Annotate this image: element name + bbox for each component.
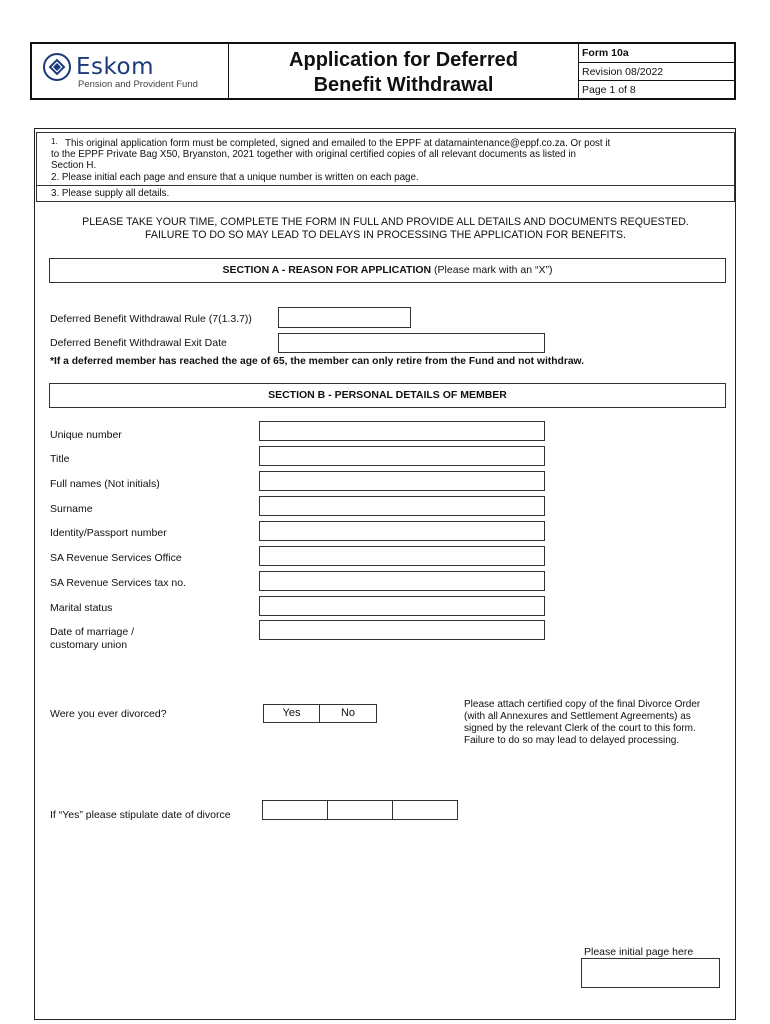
marital-status-label: Marital status	[50, 602, 113, 614]
title-line-2: Benefit Withdrawal	[313, 74, 494, 96]
no-option[interactable]: No	[319, 704, 377, 723]
unique-number-field[interactable]	[259, 421, 545, 441]
marriage-date-field[interactable]	[259, 620, 545, 640]
identity-field[interactable]	[259, 521, 545, 541]
eskom-logo-icon	[42, 52, 72, 82]
logo-subtitle: Pension and Provident Fund	[78, 79, 198, 90]
sars-tax-label: SA Revenue Services tax no.	[50, 577, 186, 589]
instruction-2: 2. Please initial each page and ensure that a unique number is written on each page.	[51, 172, 419, 183]
instruction-1-line-3: Section H.	[51, 160, 97, 171]
full-names-label: Full names (Not initials)	[50, 478, 160, 490]
warning-line-1: PLEASE TAKE YOUR TIME, COMPLETE THE FORM IN FULL AND PROVIDE ALL DETAILS AND DOCUMENTS REQUESTED.	[82, 216, 689, 228]
identity-label: Identity/Passport number	[50, 527, 167, 539]
rule-label: Deferred Benefit Withdrawal Rule (7(1.3.7))	[50, 313, 252, 325]
sars-office-label: SA Revenue Services Office	[50, 552, 182, 564]
exit-date-field[interactable]	[278, 333, 545, 353]
instruction-1-number: 1.	[51, 137, 58, 146]
instructions-box	[36, 132, 735, 202]
exit-date-label: Deferred Benefit Withdrawal Exit Date	[50, 337, 227, 349]
title-line-1: Application for Deferred	[289, 49, 518, 71]
section-a-hint: (Please mark with an “X”)	[431, 264, 553, 276]
divorced-label: Were you ever divorced?	[50, 708, 167, 720]
surname-field[interactable]	[259, 496, 545, 516]
section-b-title: SECTION B - PERSONAL DETAILS OF MEMBER	[268, 389, 507, 401]
marriage-date-label-1: Date of marriage /	[50, 626, 135, 638]
sars-office-field[interactable]	[259, 546, 545, 566]
page-number: Page 1 of 8	[582, 84, 636, 96]
sars-tax-field[interactable]	[259, 571, 545, 591]
unique-number-label: Unique number	[50, 429, 122, 441]
yes-option[interactable]: Yes	[263, 704, 320, 723]
age-note: *If a deferred member has reached the age of 65, the member can only retire from the Fund and not withdraw.	[50, 356, 585, 367]
revision: Revision 08/2022	[582, 66, 664, 78]
full-names-field[interactable]	[259, 471, 545, 491]
instruction-3: 3. Please supply all details.	[51, 188, 170, 199]
marital-status-field[interactable]	[259, 596, 545, 616]
form-header	[30, 42, 736, 100]
form-number: Form 10a	[582, 47, 629, 59]
divorce-date-month[interactable]	[327, 800, 393, 820]
marriage-date-label-2: customary union	[50, 639, 128, 651]
logo-name: Eskom	[76, 54, 154, 80]
section-a-title: SECTION A - REASON FOR APPLICATION	[222, 264, 432, 276]
divorce-note: Please attach certified copy of the final Divorce Order (with all Annexures and Settlement Agreements) as signed by the relevant Clerk of the court to this form. Failure to do so may lead to delayed processing.	[464, 699, 701, 746]
section-b-header	[49, 383, 726, 408]
warning-line-2: FAILURE TO DO SO MAY LEAD TO DELAYS IN PROCESSING THE APPLICATION FOR BENEFITS.	[145, 229, 626, 241]
rule-checkbox-field[interactable]	[278, 307, 411, 328]
page-title	[229, 48, 578, 98]
instruction-1-line-2: to the EPPF Private Bag X50, Bryanston, 2021 together with original certified copies of all relevant documents as listed in	[51, 149, 576, 160]
divorce-date-day[interactable]	[262, 800, 328, 820]
instruction-1-line-1: This original application form must be completed, signed and emailed to the EPPF at datamaintenance@eppf.co.za. Or post it	[65, 138, 611, 149]
divorce-date-year[interactable]	[392, 800, 458, 820]
initial-label: Please initial page here	[584, 946, 694, 958]
surname-label: Surname	[50, 503, 93, 515]
initial-field[interactable]	[581, 958, 720, 988]
divorce-date-label: If “Yes” please stipulate date of divorce	[50, 809, 231, 821]
section-a-header	[49, 258, 726, 283]
title-field[interactable]	[259, 446, 545, 466]
warning-text	[36, 216, 735, 242]
title-label: Title	[50, 453, 70, 465]
